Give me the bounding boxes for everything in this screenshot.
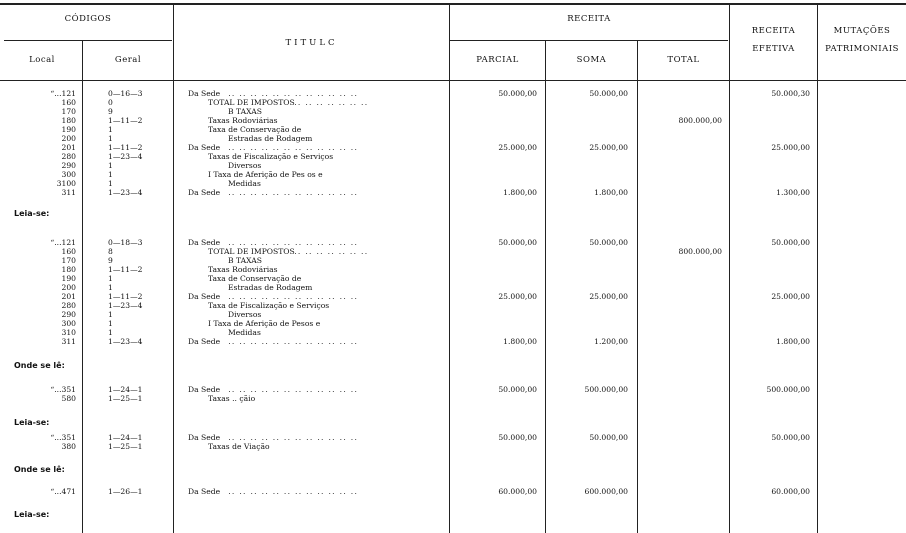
col-divider-efetiva xyxy=(817,4,818,533)
cell-soma: 25.000,00 xyxy=(589,292,628,301)
header-geral: Geral xyxy=(114,55,142,65)
col-divider-geral xyxy=(173,4,174,533)
cell-local: 180 xyxy=(61,116,76,125)
cell-titulo: TOTAL DE IMPOSTOS xyxy=(208,247,295,256)
cell-soma: 50.000,00 xyxy=(589,89,628,98)
cell-efetiva: 500.000,00 xyxy=(766,385,810,394)
cell-titulo: TOTAL DE IMPOSTOS xyxy=(208,98,295,107)
cell-local: 170 xyxy=(61,256,76,265)
cell-parcial: 50.000,00 xyxy=(498,238,537,247)
cell-efetiva: 50.000,00 xyxy=(771,238,810,247)
cell-titulo: Da Sede xyxy=(188,433,221,442)
header-soma: SOMA xyxy=(576,55,607,65)
cell-titulo: Taxa de Conservação de xyxy=(208,125,302,134)
cell-efetiva: 50.000,30 xyxy=(771,89,810,98)
cell-geral: 0 xyxy=(108,98,113,107)
cell-geral: 1 xyxy=(108,328,113,337)
cell-geral: 9 xyxy=(108,256,113,265)
cell-geral: 1 xyxy=(108,179,113,188)
cell-efetiva: 1.300,00 xyxy=(776,188,810,197)
codigos-rule xyxy=(4,40,172,41)
cell-local: “...351 xyxy=(50,433,76,442)
cell-soma: 25.000,00 xyxy=(589,143,628,152)
cell-local: 300 xyxy=(61,319,76,328)
cell-titulo: Taxas de Fiscalização e Serviços xyxy=(208,152,334,161)
cell-soma: 50.000,00 xyxy=(589,238,628,247)
section-heading: Leia-se: xyxy=(14,510,50,519)
cell-efetiva: 60.000,00 xyxy=(771,487,810,496)
cell-geral: 1—23—4 xyxy=(108,337,143,346)
cell-parcial: 50.000,00 xyxy=(498,89,537,98)
header-total: TOTAL xyxy=(667,55,700,65)
cell-soma: 50.000,00 xyxy=(589,433,628,442)
cell-parcial: 25.000,00 xyxy=(498,292,537,301)
cell-geral: 8 xyxy=(108,247,113,256)
cell-local: 160 xyxy=(61,98,76,107)
header-receita: RECEITA xyxy=(567,14,611,24)
leader-dots: .. .. .. .. .. .. .. .. .. .. .. .. xyxy=(228,89,359,98)
cell-local: 170 xyxy=(61,107,76,116)
cell-geral: 1—25—1 xyxy=(108,442,143,451)
cell-geral: 1—11—2 xyxy=(108,265,143,274)
cell-local: 290 xyxy=(61,310,76,319)
cell-parcial: 50.000,00 xyxy=(498,433,537,442)
section-heading: Onde se lê: xyxy=(14,361,65,370)
section-heading: Onde se lê: xyxy=(14,465,65,474)
col-divider-soma xyxy=(637,40,638,533)
cell-geral: 1 xyxy=(108,319,113,328)
cell-local: 3100 xyxy=(56,179,76,188)
cell-parcial: 25.000,00 xyxy=(498,143,537,152)
cell-parcial: 60.000,00 xyxy=(498,487,537,496)
cell-local: 160 xyxy=(61,247,76,256)
cell-geral: 0—18—3 xyxy=(108,238,143,247)
cell-parcial: 1.800,00 xyxy=(503,337,537,346)
header-codigos: CÓDIGOS xyxy=(64,14,112,24)
cell-efetiva: 25.000,00 xyxy=(771,292,810,301)
cell-soma: 1.200,00 xyxy=(594,337,628,346)
cell-local: 190 xyxy=(61,274,76,283)
cell-total: 800.000,00 xyxy=(678,116,722,125)
leader-dots: .. .. .. .. .. .. .. .. .. .. .. .. xyxy=(228,385,359,394)
cell-soma: 600.000,00 xyxy=(584,487,628,496)
cell-local: 290 xyxy=(61,161,76,170)
col-divider-parcial xyxy=(545,40,546,533)
leader-dots: .. .. .. .. .. .. .. .. .. .. .. .. xyxy=(228,143,359,152)
cell-geral: 1—23—4 xyxy=(108,152,143,161)
cell-geral: 1—26—1 xyxy=(108,487,143,496)
leader-dots: .. .. .. .. .. .. .. .. .. .. .. .. xyxy=(228,487,359,496)
leader-dots: .. .. .. .. .. .. .. .. .. .. .. .. xyxy=(228,292,359,301)
cell-local: “...121 xyxy=(50,89,76,98)
cell-geral: 1—11—2 xyxy=(108,292,143,301)
cell-geral: 1—24—1 xyxy=(108,385,143,394)
cell-titulo: Da Sede xyxy=(188,143,221,152)
cell-parcial: 50.000,00 xyxy=(498,385,537,394)
cell-titulo: Diversos xyxy=(228,161,262,170)
cell-titulo: Da Sede xyxy=(188,385,221,394)
header-mutacoes-2: PATRIMONIAIS xyxy=(825,44,899,54)
col-divider-titulo xyxy=(449,4,450,533)
cell-efetiva: 1.800,00 xyxy=(776,337,810,346)
cell-parcial: 1.800,00 xyxy=(503,188,537,197)
cell-titulo: Medidas xyxy=(228,179,261,188)
cell-titulo: Da Sede xyxy=(188,337,221,346)
cell-geral: 1 xyxy=(108,274,113,283)
header-titulo: TITULC xyxy=(285,38,338,48)
cell-geral: 1—25—1 xyxy=(108,394,143,403)
cell-efetiva: 25.000,00 xyxy=(771,143,810,152)
cell-titulo: Taxas Rodoviárias xyxy=(208,265,278,274)
cell-titulo: Taxas .. çãio xyxy=(208,394,256,403)
cell-titulo: Taxas Rodoviárias xyxy=(208,116,278,125)
cell-soma: 1.800,00 xyxy=(594,188,628,197)
section-heading: Leia-se: xyxy=(14,209,50,218)
cell-local: “...471 xyxy=(50,487,76,496)
cell-titulo: B TAXAS xyxy=(228,107,262,116)
cell-titulo: Estradas de Rodagem xyxy=(228,283,313,292)
section-heading: Leia-se: xyxy=(14,418,50,427)
cell-local: 310 xyxy=(61,328,76,337)
header-local: Local xyxy=(29,55,55,65)
header-receita-efetiva-1: RECEITA xyxy=(751,26,796,36)
header-receita-efetiva-2: EFETIVA xyxy=(752,44,795,54)
cell-geral: 1 xyxy=(108,125,113,134)
cell-soma: 500.000,00 xyxy=(584,385,628,394)
cell-titulo: I Taxa de Aferição de Pesos e xyxy=(208,319,321,328)
col-divider-local xyxy=(82,40,83,533)
leader-dots: .. .. .. .. .. .. .. .. .. .. .. .. xyxy=(228,238,359,247)
cell-local: “...351 xyxy=(50,385,76,394)
cell-local: 311 xyxy=(61,337,76,346)
cell-total: 800.000,00 xyxy=(678,247,722,256)
cell-geral: 1—24—1 xyxy=(108,433,143,442)
cell-titulo: B TAXAS xyxy=(228,256,262,265)
cell-geral: 1—11—2 xyxy=(108,143,143,152)
cell-local: 380 xyxy=(61,442,76,451)
header-parcial: PARCIAL xyxy=(476,55,519,65)
cell-local: 201 xyxy=(61,143,76,152)
cell-local: 280 xyxy=(61,301,76,310)
header-bottom-rule xyxy=(0,80,906,81)
cell-local: 311 xyxy=(61,188,76,197)
cell-titulo: Medidas xyxy=(228,328,261,337)
receita-rule xyxy=(450,40,728,41)
cell-local: 201 xyxy=(61,292,76,301)
leader-dots: .. .. .. .. .. .. .. .. .. .. .. .. xyxy=(228,188,359,197)
cell-geral: 1—23—4 xyxy=(108,188,143,197)
leader-dots: .. .. .. .. .. .. .. xyxy=(294,98,369,107)
cell-local: 200 xyxy=(61,283,76,292)
cell-local: 190 xyxy=(61,125,76,134)
cell-geral: 1 xyxy=(108,310,113,319)
cell-titulo: Da Sede xyxy=(188,238,221,247)
cell-geral: 1 xyxy=(108,134,113,143)
cell-geral: 1—11—2 xyxy=(108,116,143,125)
cell-titulo: Da Sede xyxy=(188,487,221,496)
cell-local: 280 xyxy=(61,152,76,161)
cell-titulo: I Taxa de Aferição de Pes os e xyxy=(208,170,323,179)
cell-geral: 0—16—3 xyxy=(108,89,143,98)
leader-dots: .. .. .. .. .. .. .. .. .. .. .. .. xyxy=(228,337,359,346)
cell-efetiva: 50.000,00 xyxy=(771,433,810,442)
cell-geral: 1—23—4 xyxy=(108,301,143,310)
cell-local: 180 xyxy=(61,265,76,274)
cell-titulo: Taxa de Conservação de xyxy=(208,274,302,283)
col-divider-total xyxy=(729,4,730,533)
cell-geral: 1 xyxy=(108,161,113,170)
cell-titulo: Da Sede xyxy=(188,89,221,98)
cell-titulo: Taxas de Viação xyxy=(208,442,270,451)
cell-local: “...121 xyxy=(50,238,76,247)
cell-geral: 1 xyxy=(108,170,113,179)
leader-dots: .. .. .. .. .. .. .. .. .. .. .. .. xyxy=(228,433,359,442)
cell-local: 580 xyxy=(61,394,76,403)
cell-titulo: Taxa de Fiscalização e Serviços xyxy=(208,301,330,310)
cell-titulo: Estradas de Rodagem xyxy=(228,134,313,143)
cell-titulo: Diversos xyxy=(228,310,262,319)
cell-local: 200 xyxy=(61,134,76,143)
header-top-rule xyxy=(0,3,906,5)
cell-geral: 9 xyxy=(108,107,113,116)
header-mutacoes-1: MUTAÇÕES xyxy=(833,26,891,36)
cell-titulo: Da Sede xyxy=(188,188,221,197)
cell-local: 300 xyxy=(61,170,76,179)
leader-dots: .. .. .. .. .. .. .. xyxy=(294,247,369,256)
cell-titulo: Da Sede xyxy=(188,292,221,301)
cell-geral: 1 xyxy=(108,283,113,292)
